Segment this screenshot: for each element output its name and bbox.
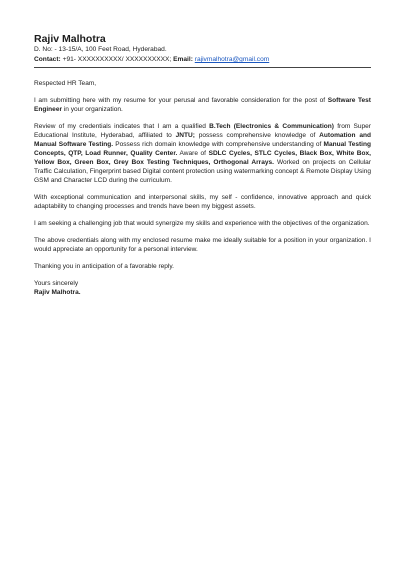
- p2-text-i: Aware of: [177, 149, 209, 157]
- contact-phone: +91- XXXXXXXXXX/ XXXXXXXXXX;: [62, 56, 172, 63]
- letter-body: [34, 80, 371, 298]
- p2-degree: B.Tech (Electronics & Communication): [209, 123, 334, 131]
- p2-text-a: Review of my credentials indicates that I am a qualified: [34, 123, 210, 131]
- email-label: Email:: [173, 56, 193, 63]
- paragraph-request: The above credentials along with my enclosed resume make me ideally suitable for a position in your organization. I would appreciate an opportunity for a personal interview.: [34, 236, 371, 253]
- contact-line: [34, 56, 269, 63]
- salutation: Respected HR Team,: [34, 80, 97, 87]
- p2-projects: Worked on projects on Cellular Traffic Calculation, Fingerprint based Digital content protection using watermarking concept & Remote Display Using GSM and Character LCD during the curriculum.: [34, 158, 372, 184]
- p2-text-c: from Super Educational Institute, Hyderabad, affiliated to: [34, 123, 371, 139]
- paragraph-intro: [34, 97, 371, 115]
- sender-address: D. No: - 13-15/A, 100 Feet Road, Hyderabad.: [34, 46, 167, 53]
- p2-testing: Automation and Manual Software Testing.: [34, 132, 371, 148]
- p2-university: JNTU;: [175, 132, 195, 139]
- paragraph-goal: I am seeking a challenging job that would synergize my skills and experience with the objectives of the organization.: [34, 219, 370, 227]
- closing: Yours sincerely: [34, 279, 79, 287]
- paragraph-skills: With exceptional communication and interpersonal skills, my self - confidence, innovative approach and quick adaptability to changing processes and trends have been my biggest assets.: [34, 193, 371, 210]
- sender-name: Rajiv Malhotra: [34, 33, 106, 45]
- p2-techniques: SDLC Cycles, STLC Cycles, Black Box, White Box, Yellow Box, Green Box, Grey Box Testing Techniques, Orthogonal Arrays.: [34, 149, 371, 166]
- signature-text: Rajiv Malhotra.: [34, 288, 81, 296]
- paragraph-credentials: [34, 123, 371, 185]
- contact-label: Contact:: [34, 56, 61, 63]
- email-link[interactable]: rajivmalhotra@gmail.com: [194, 56, 270, 63]
- p1-text: I am submitting here with my resume for your perusal and favorable consideration for the post of: [34, 97, 328, 105]
- signature-name: [34, 289, 371, 298]
- p2-tools: Manual Testing Concepts, QTP, Load Runner, Quality Center.: [34, 140, 371, 157]
- p2-text-e: possess comprehensive knowledge of: [194, 132, 320, 139]
- p2-text-g: Possess rich domain knowledge with comprehensive understanding of: [113, 140, 324, 148]
- p1-position: Software Test Engineer: [34, 97, 371, 113]
- header-divider: [34, 67, 371, 68]
- p1-text-end: in your organization.: [62, 106, 123, 113]
- paragraph-thanks: Thanking you in anticipation of a favorable reply.: [34, 262, 174, 270]
